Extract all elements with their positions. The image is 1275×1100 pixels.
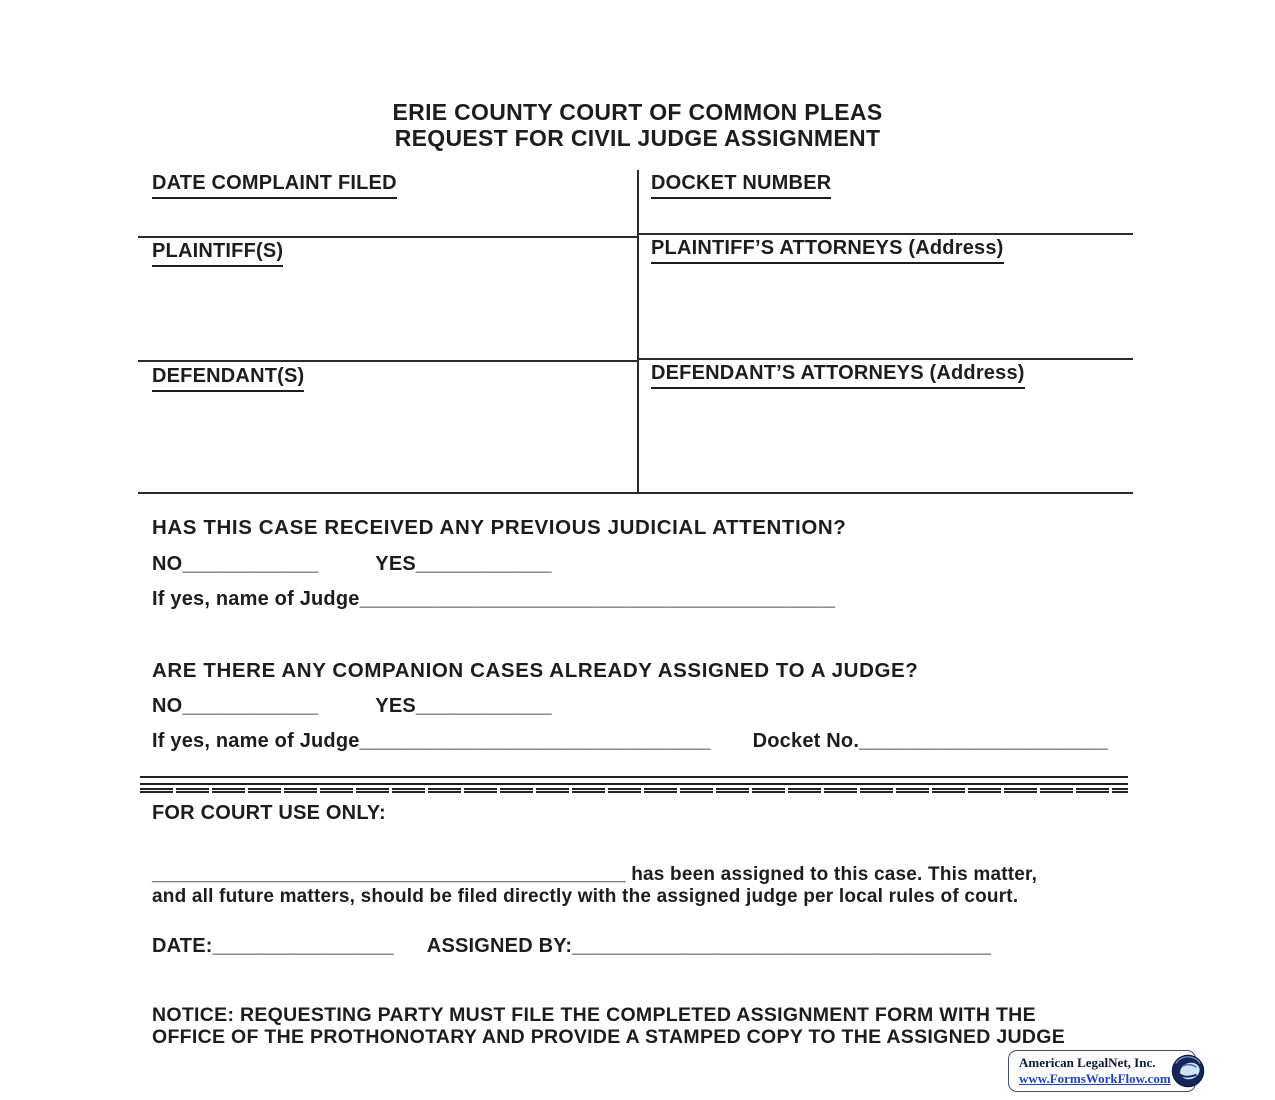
table-row2-divider-right	[637, 358, 1133, 360]
defendants-label: DEFENDANT(S)	[152, 365, 304, 392]
badge-company-name: American LegalNet, Inc.	[1019, 1055, 1156, 1070]
form-title	[0, 99, 1275, 151]
assigned-by-blank-line: _____________________________________	[572, 935, 992, 957]
assignment-line1-text: has been assigned to this case. This matter,	[625, 864, 1038, 885]
table-bottom-border	[138, 492, 1133, 494]
american-legalnet-badge	[1008, 1050, 1196, 1092]
question1-no-yes-line	[152, 553, 552, 576]
table-row1-divider-left	[138, 236, 637, 238]
q1-yes-blank-line: ____________	[415, 553, 552, 575]
form-title-line2: REQUEST FOR CIVIL JUDGE ASSIGNMENT	[394, 125, 881, 151]
q1-no-blank-line: ____________	[182, 553, 319, 575]
assignment-paragraph	[152, 864, 1037, 908]
cell-date-complaint-filed	[152, 172, 397, 199]
q1-if-yes-label: If yes, name of Judge	[152, 588, 360, 610]
cell-docket-number	[651, 172, 831, 199]
badge-text-block	[1019, 1055, 1171, 1087]
q2-yes-label: YES	[375, 695, 416, 717]
table-column-divider	[637, 170, 639, 492]
assigned-judge-blank-line: ____________________________________________	[152, 864, 626, 885]
docket-number-label: DOCKET NUMBER	[651, 172, 831, 199]
date-assigned-by-line	[152, 935, 991, 958]
date-blank-line: ________________	[212, 935, 394, 957]
q2-docket-blank-line: ______________________	[859, 730, 1109, 752]
assigned-by-label: ASSIGNED BY:	[426, 935, 573, 957]
form-title-line1: ERIE COUNTY COURT OF COMMON PLEAS	[392, 99, 883, 125]
court-use-heading: FOR COURT USE ONLY:	[152, 802, 386, 824]
separator-solid-double-rule	[140, 776, 1128, 785]
question1-judge-line	[152, 588, 835, 611]
assignment-line2: and all future matters, should be filed directly with the assigned judge per local rules of court.	[152, 886, 1019, 907]
date-label: DATE:	[152, 935, 213, 957]
assignment-line1	[152, 864, 1037, 886]
q1-no-label: NO	[152, 553, 183, 575]
q1-judge-blank-line: __________________________________________	[359, 588, 836, 610]
defendants-attorneys-label: DEFENDANT’S ATTORNEYS (Address)	[651, 362, 1025, 389]
notice-text	[152, 1004, 1065, 1048]
cell-defendants	[152, 365, 304, 392]
q2-judge-blank-line: _______________________________	[359, 730, 711, 752]
plaintiffs-label: PLAINTIFF(S)	[152, 240, 283, 267]
q2-no-label: NO	[152, 695, 183, 717]
section-separator	[140, 776, 1128, 793]
american-legalnet-globe-icon	[1171, 1054, 1205, 1088]
question2-no-yes-line	[152, 695, 552, 718]
q2-if-yes-label: If yes, name of Judge	[152, 730, 360, 752]
separator-dashed-double-rule	[140, 788, 1128, 793]
notice-line1: NOTICE: REQUESTING PARTY MUST FILE THE COMPLETED ASSIGNMENT FORM WITH THE	[152, 1004, 1036, 1026]
cell-plaintiffs	[152, 240, 283, 267]
table-row2-divider-left	[138, 360, 637, 362]
question2-heading: ARE THERE ANY COMPANION CASES ALREADY ASSIGNED TO A JUDGE?	[152, 659, 919, 682]
q2-yes-blank-line: ____________	[415, 695, 552, 717]
notice-line2: OFFICE OF THE PROTHONOTARY AND PROVIDE A STAMPED COPY TO THE ASSIGNED JUDGE	[152, 1026, 1066, 1048]
table-row1-divider-right	[637, 233, 1133, 235]
date-complaint-filed-label: DATE COMPLAINT FILED	[152, 172, 397, 199]
cell-defendants-attorneys	[651, 362, 1025, 389]
formsworkflow-link[interactable]: www.FormsWorkFlow.com	[1019, 1071, 1171, 1086]
q2-docket-label: Docket No.	[752, 730, 860, 752]
question1-heading: HAS THIS CASE RECEIVED ANY PREVIOUS JUDICIAL ATTENTION?	[152, 516, 847, 539]
plaintiffs-attorneys-label: PLAINTIFF’S ATTORNEYS (Address)	[651, 237, 1004, 264]
q2-no-blank-line: ____________	[182, 695, 319, 717]
q1-yes-label: YES	[375, 553, 416, 575]
cell-plaintiffs-attorneys	[651, 237, 1004, 264]
question2-judge-docket-line	[152, 730, 1108, 753]
